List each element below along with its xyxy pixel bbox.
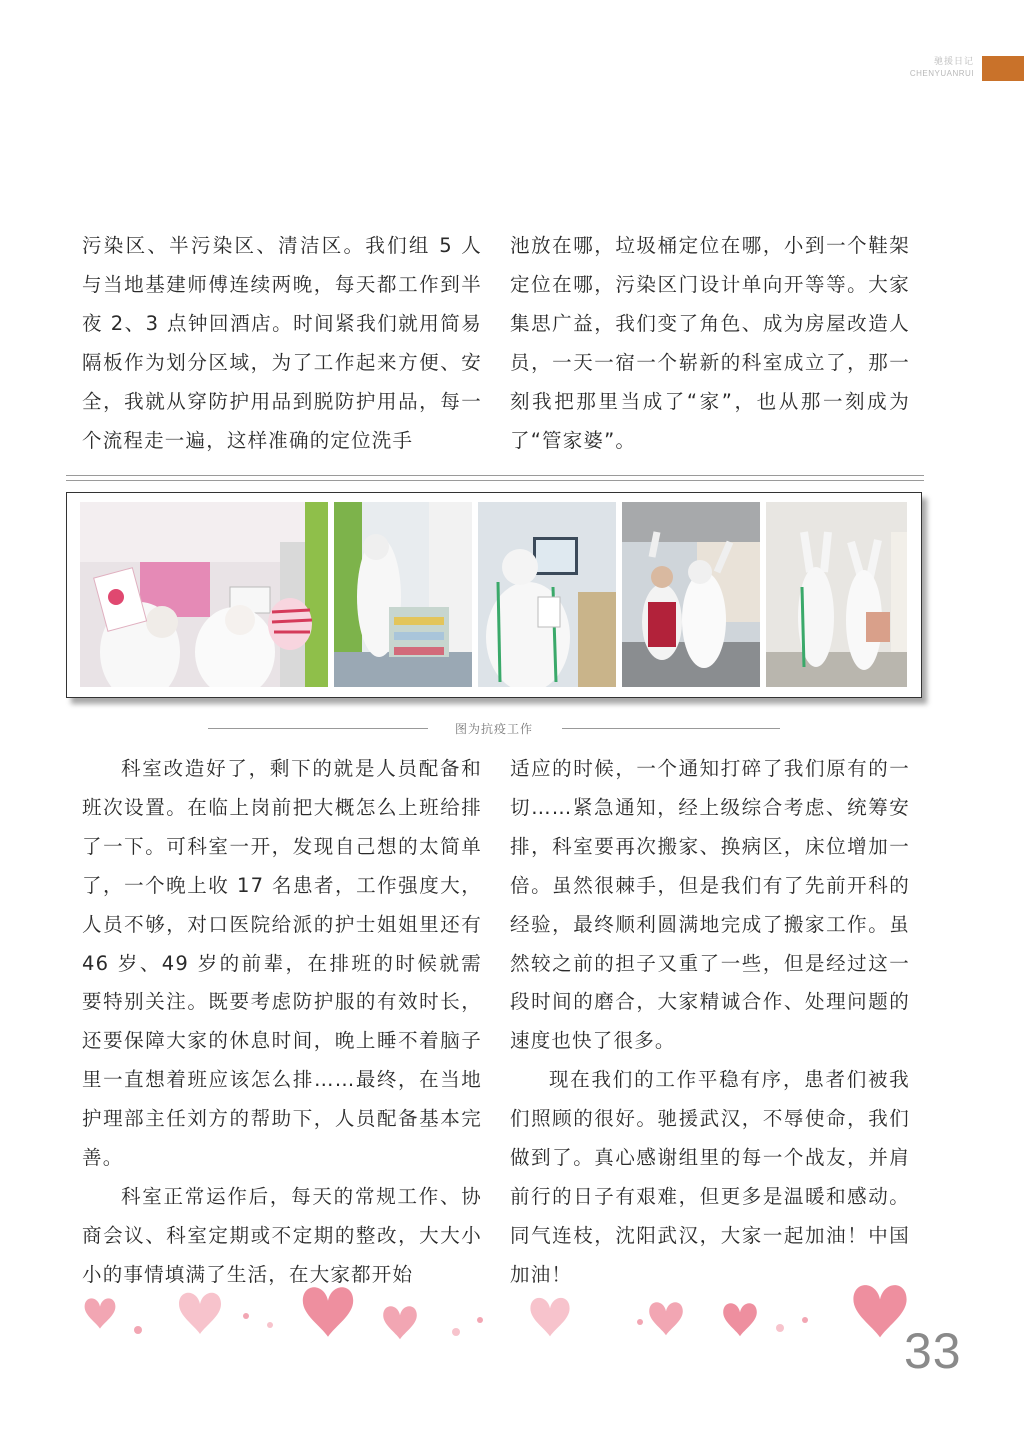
caption-line-left: [208, 728, 428, 729]
section-title-cn: 驰援日记: [933, 57, 974, 67]
caption-line-right: [562, 728, 780, 729]
paragraph: 池放在哪，垃圾桶定位在哪，小到一个鞋架定位在哪，污染区门设计单向开等等。大家集思广益，我们变了角色、成为房屋改造人员，一天一宿一个崭新的科室成立了，那一刻我把那里当成了“家”，也从那一刻成为了“管家婆”。: [510, 234, 910, 452]
paragraph: 现在我们的工作平稳有序，患者们被我们照顾的很好。驰援武汉，不辱使命，我们做到了。真心感谢组里的每一个战友，并肩前行的日子有艰难，但更多是温暖和感动。同气连枝，沈阳武汉，大家一起加油！中国加油！: [510, 1068, 910, 1286]
photo-staff-raising-arms: [766, 502, 907, 687]
section-accent-bar: [982, 56, 1024, 81]
paragraph: 污染区、半污染区、清洁区。我们组 5 人与当地基建师傅连续两晚，每天都工作到半夜 2、3 点钟回酒店。时间紧我们就用简易隔板作为划分区域，为了工作起来方便、安全，我就从穿防护用品到脱防护用品，每一个流程走一遍，这样准确的定位洗手: [82, 234, 482, 452]
section-title-en: CHENYUANRUI: [909, 69, 974, 78]
photo-nurse-with-cart: [334, 502, 472, 687]
top-right-column: [510, 227, 910, 460]
photo-strip: [66, 492, 922, 698]
page-number: 33: [904, 1323, 962, 1379]
bottom-left-column: [82, 750, 482, 1295]
top-left-column: [82, 227, 482, 460]
section-header: [910, 56, 974, 80]
double-divider: [66, 475, 924, 481]
heart-decoration: [60, 1280, 920, 1360]
photo-worker-at-computer: [478, 502, 616, 687]
photo-caption: 图为抗疫工作: [454, 722, 533, 736]
paragraph: 科室改造好了，剩下的就是人员配备和班次设置。在临上岗前把大概怎么上班给排了一下。可科室一开，发现自己想的太简单了，一个晚上收 17 名患者，工作强度大，人员不够，对口医院给派的护士姐姐里还有 46 岁、49 岁的前辈，在排班的时候就需要特别关注。既要考虑防护服的有效时长，还要保障大家的休息时间，晚上睡不着脑子里一直想着班应该怎么排……最终，在当地护理部主任刘方的帮助下，人员配备基本完善。: [82, 757, 482, 1170]
photo-team-holding-certificates: [80, 502, 328, 687]
paragraph: 科室正常运作后，每天的常规工作、协商会议、科室定期或不定期的整改，大大小小的事情填满了生活，在大家都开始: [82, 1184, 482, 1286]
bottom-right-column: [510, 750, 910, 1295]
photo-staff-cheering: [622, 502, 760, 687]
paragraph: 适应的时候，一个通知打碎了我们原有的一切……紧急通知，经上级综合考虑、统筹安排，科室要再次搬家、换病区，床位增加一倍。虽然很棘手，但是我们有了先前开科的经验，最终顺利圆满地完成了搬家工作。虽然较之前的担子又重了一些，但是经过这一段时间的磨合，大家精诚合作、处理问题的速度也快了很多。: [510, 757, 910, 1053]
